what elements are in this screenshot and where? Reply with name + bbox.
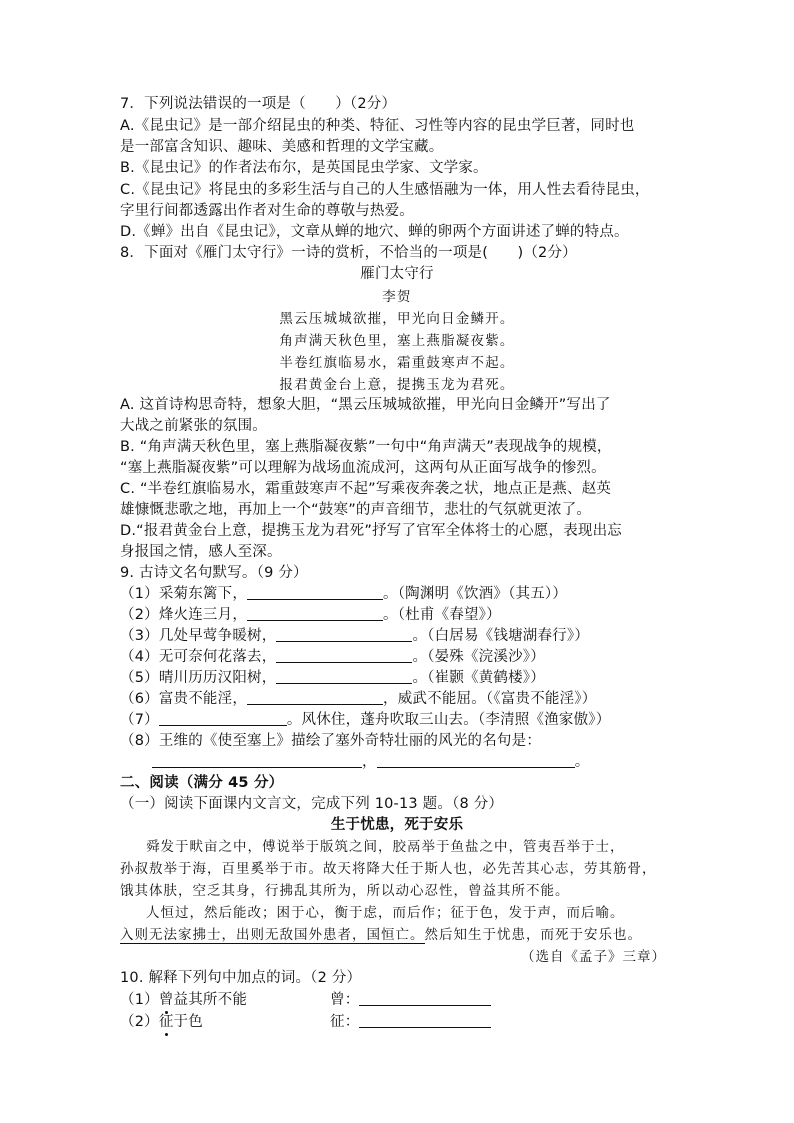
q7-option-d: D.《蝉》出自《昆虫记》，文章从蝉的地穴、蝉的卵两个方面讲述了蝉的特点。 bbox=[120, 224, 629, 240]
answer-blank[interactable] bbox=[276, 669, 412, 684]
q9-item-8: （8）王维的《使至塞上》描绘了塞外奇特壮丽的风光的名句是： bbox=[120, 733, 542, 749]
q8-option-d-line1: D.“报君黄金台上意，提携玉龙为君死”抒写了官军全体将士的心愿，表现出忘 bbox=[120, 523, 622, 539]
q7-option-c-line2: 字里行间都透露出作者对生命的尊敬与热爱。 bbox=[120, 203, 414, 219]
q9-item-post: 。（白居易《钱塘湖春行》） bbox=[412, 628, 590, 644]
answer-blank[interactable] bbox=[152, 753, 362, 768]
q7-stem: 7．下列说法错误的一项是（ ）（2分） bbox=[120, 96, 397, 112]
q8-stem: 8．下面对《雁门太守行》一诗的赏析，不恰当的一项是( )（2分） bbox=[120, 245, 577, 261]
q9-item-num: （5） bbox=[120, 670, 159, 686]
q9-item-num: （4） bbox=[120, 649, 159, 665]
q9-item-pre: 采菊东篱下， bbox=[158, 586, 248, 602]
poem-line-2: 角声满天秋色里，塞上燕脂凝夜紫。 bbox=[279, 333, 515, 349]
q9-item-8-answer bbox=[152, 752, 589, 772]
q8-option-c-line2: 雄慷慨悲歌之地，再加上一个“鼓寒”的声音细节，悲壮的气氛就更浓了。 bbox=[120, 502, 592, 518]
q9-stem: 9. 古诗文名句默写。（9 分） bbox=[120, 565, 308, 581]
answer-blank[interactable] bbox=[247, 585, 383, 600]
q9-item-post: ，威武不能屈。（《富贵不能淫》） bbox=[383, 691, 597, 707]
answer-blank[interactable] bbox=[359, 991, 491, 1006]
q10-stem: 10. 解释下列句中加点的词。（2 分） bbox=[120, 970, 362, 986]
answer-blank[interactable] bbox=[276, 627, 412, 642]
classical-text-line-5 bbox=[120, 925, 642, 945]
dotted-word: 曾 bbox=[158, 992, 174, 1008]
answer-blank[interactable] bbox=[247, 606, 383, 621]
poem-author: 李贺 bbox=[382, 289, 412, 305]
q10-item-text: 益其所不能 bbox=[173, 992, 248, 1008]
q10-item-1 bbox=[120, 990, 247, 1010]
text-source: （选自《孟子》三章） bbox=[521, 949, 666, 965]
q9-item-post: 。（崔颢《黄鹤楼》） bbox=[412, 670, 545, 686]
classical-text-line-4: 人恒过，然后能改；困于心，衡于虑，而后作；征于色，发于声，而后喻。 bbox=[146, 905, 625, 921]
q9-item-post: 。（陶渊明《饮酒》（其五）） bbox=[383, 586, 568, 602]
q7-option-c-line1: C.《昆虫记》将昆虫的多彩生活与自己的人生感悟融为一体，用人性去看待昆虫， bbox=[120, 182, 650, 198]
answer-label: 征： bbox=[330, 1014, 360, 1030]
q8-option-c-line1: C. “半卷红旗临易水，霜重鼓寒声不起”写乘夜奔袭之状，地点正是燕、赵英 bbox=[120, 481, 612, 497]
poem-line-3: 半卷红旗临易水，霜重鼓寒声不起。 bbox=[279, 355, 515, 371]
q8-option-a-line2: 大战之前紧张的氛围。 bbox=[120, 418, 267, 434]
q9-item bbox=[120, 647, 545, 667]
end-mark: 。 bbox=[574, 754, 590, 770]
q9-item bbox=[120, 626, 589, 646]
sentence-rest: 然后知生于忧患，而死于安乐也。 bbox=[424, 927, 642, 943]
classical-text-line-3: 饿其体肤，空乏其身，行拂乱其所为，所以动心忍性，曾益其所不能。 bbox=[120, 883, 570, 899]
answer-label: 曾： bbox=[330, 992, 360, 1008]
q10-item-2 bbox=[120, 1012, 203, 1032]
q9-item-pre: 几处早莺争暖树， bbox=[158, 628, 277, 644]
q9-item-post: 。（晏殊《浣溪沙》） bbox=[412, 649, 545, 665]
q8-option-b-line2: “塞上燕脂凝夜紫”可以理解为战场血流成河，这两句从正面写战争的惨烈。 bbox=[120, 460, 606, 476]
q9-item bbox=[120, 710, 610, 730]
underlined-sentence: 入则无法家拂士，出则无敌国外患者，国恒亡。 bbox=[120, 927, 425, 943]
answer-blank[interactable] bbox=[377, 753, 575, 768]
q9-item-num: （2） bbox=[120, 607, 159, 623]
answer-blank[interactable] bbox=[247, 690, 383, 705]
q9-item-pre: 烽火连三月， bbox=[158, 607, 248, 623]
answer-blank[interactable] bbox=[276, 648, 412, 663]
q9-item-pre: 无可奈何花落去， bbox=[158, 649, 277, 665]
q9-item-pre: 晴川历历汉阳树， bbox=[158, 670, 277, 686]
q9-item-num: （1） bbox=[120, 586, 159, 602]
q9-item-num: （3） bbox=[120, 628, 159, 644]
q10-item-num: （2） bbox=[120, 1014, 159, 1030]
q9-item-pre: 富贵不能淫， bbox=[158, 691, 248, 707]
q9-item bbox=[120, 689, 596, 709]
q10-answer-1 bbox=[330, 990, 491, 1010]
classical-text-line-1: 舜发于畎亩之中，傅说举于版筑之间，胶鬲举于鱼盐之中，管夷吾举于士， bbox=[146, 839, 625, 855]
q9-item bbox=[120, 668, 545, 688]
answer-blank[interactable] bbox=[359, 1013, 491, 1028]
q7-option-a-line1: A.《昆虫记》是一部介绍昆虫的种类、特征、习性等内容的昆虫学巨著，同时也 bbox=[120, 118, 635, 134]
q9-item-num: （6） bbox=[120, 691, 159, 707]
poem-line-4: 报君黄金台上意，提携玉龙为君死。 bbox=[279, 377, 515, 393]
dotted-word: 征 bbox=[158, 1014, 174, 1030]
section-heading: 二、阅读（满分 45 分） bbox=[120, 775, 284, 791]
q10-answer-2 bbox=[330, 1012, 491, 1032]
separator: ， bbox=[362, 754, 377, 770]
classical-text-line-2: 孙叔敖举于海，百里奚举于市。故天将降大任于斯人也，必先苦其心志，劳其筋骨， bbox=[120, 861, 657, 877]
q8-option-b-line1: B. “角声满天秋色里，塞上燕脂凝夜紫”一句中“角声满天”表现战争的规模， bbox=[120, 439, 612, 455]
q9-item-post: 。风休住，蓬舟吹取三山去。（李清照《渔家傲》） bbox=[286, 712, 611, 728]
classical-text-title: 生于忧患，死于安乐 bbox=[330, 817, 464, 833]
q9-item-post: 。（杜甫《春望》） bbox=[383, 607, 501, 623]
answer-blank[interactable] bbox=[159, 711, 287, 726]
poem-line-1: 黑云压城城欲摧，甲光向日金鳞开。 bbox=[279, 311, 515, 327]
q8-option-a-line1: A. 这首诗构思奇特，想象大胆，“黑云压城城欲摧，甲光向日金鳞开”写出了 bbox=[120, 397, 611, 413]
q8-option-d-line2: 身报国之情，感人至深。 bbox=[120, 544, 282, 560]
q9-item bbox=[120, 584, 567, 604]
section-subheading: （一）阅读下面课内文言文，完成下列 10-13 题。（8 分） bbox=[120, 796, 504, 812]
poem-title: 雁门太守行 bbox=[360, 266, 434, 282]
q9-item bbox=[120, 605, 501, 625]
q7-option-a-line2: 是一部富含知识、趣味、美感和哲理的文学宝藏。 bbox=[120, 139, 444, 155]
q7-option-b: B.《昆虫记》的作者法布尔，是英国昆虫学家、文学家。 bbox=[120, 160, 488, 176]
q10-item-num: （1） bbox=[120, 992, 159, 1008]
q9-item-num: （7） bbox=[120, 712, 159, 728]
q10-item-text: 于色 bbox=[173, 1014, 203, 1030]
